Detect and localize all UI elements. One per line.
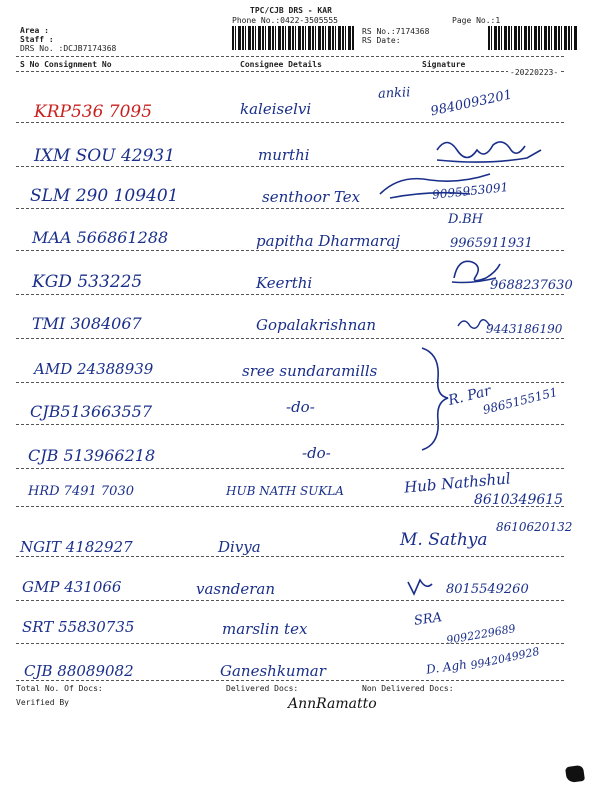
phone-number: 8610620132 (496, 520, 573, 534)
consignee-name: senthoor Tex (262, 188, 361, 206)
col-sno-consignment: S No Consignment No (20, 60, 112, 69)
signature: R. Par (446, 383, 493, 409)
phone-number: 9840093201 (429, 87, 514, 120)
header-divider (16, 56, 564, 57)
consignment-number: KRP536 7095 (34, 102, 153, 122)
consignment-number: NGIT 4182927 (20, 538, 133, 556)
signature-scribble (404, 576, 438, 598)
non-delivered-docs-label: Non Delivered Docs: (362, 684, 454, 693)
phone-number: 9092229689 (445, 622, 517, 647)
column-divider (16, 71, 564, 72)
staff-label: Staff : (20, 35, 54, 44)
col-consignee: Consignee Details (240, 60, 322, 69)
drs-number: DRS No. :DCJB7174368 (20, 44, 117, 53)
consignment-number: GMP 431066 (22, 578, 122, 596)
verifier-signature: AnnRamatto (288, 696, 377, 712)
consignee-name: kaleiselvi (240, 100, 312, 118)
consignee-name: Gopalakrishnan (256, 316, 376, 334)
total-docs-label: Total No. Of Docs: (16, 684, 103, 693)
consignment-number: HRD 7491 7030 (28, 484, 134, 499)
rs-date: RS Date: (362, 36, 401, 45)
verified-by-label: Verified By (16, 698, 69, 707)
consignment-number: KGD 533225 (32, 272, 143, 292)
consignment-number: TMI 3084067 (32, 314, 142, 333)
consignment-number: CJB 513966218 (28, 446, 156, 465)
consignee-name: -do- (302, 444, 331, 462)
phone-number: 9965911931 (450, 236, 533, 251)
delivered-docs-label: Delivered Docs: (226, 684, 299, 693)
consignment-number: AMD 24388939 (34, 360, 154, 378)
consignee-name: papitha Dharmaraj (256, 232, 401, 250)
phone-number: 8610349615 (474, 492, 564, 508)
signature: D.BH (448, 212, 483, 227)
consignment-number: CJB513663557 (30, 402, 153, 421)
consignee-name: -do- (286, 398, 315, 416)
consignment-number: CJB 88089082 (24, 662, 134, 680)
ink-blot (565, 765, 585, 783)
signature: Hub Nathshul (403, 469, 512, 497)
consignee-name: murthi (258, 146, 310, 164)
rs-number: RS No.:7174368 (362, 27, 430, 36)
footer-divider (16, 680, 564, 681)
phone-number: Phone No.:0422-3505555 (232, 16, 338, 25)
drs-barcode (232, 26, 354, 50)
consignee-name: marslin tex (222, 620, 308, 638)
document-title: TPC/CJB DRS - KAR (250, 6, 332, 15)
signature: ankii (377, 85, 411, 102)
phone-number: 9443186190 (486, 322, 563, 336)
consignee-name: sree sundaramills (242, 362, 378, 380)
phone-number: 9095953091 (431, 180, 509, 202)
consignee-name: Ganeshkumar (220, 662, 326, 680)
signature: M. Sathya (400, 530, 488, 550)
consignee-name: vasnderan (196, 580, 276, 598)
phone-number: 9688237630 (490, 278, 573, 293)
signature-scribble (432, 130, 552, 170)
consignee-name: Keerthi (256, 274, 313, 292)
phone-number: 9942049928 (469, 644, 541, 673)
rs-barcode (488, 26, 578, 50)
consignment-number: MAA 566861288 (32, 228, 169, 247)
consignee-name: HUB NATH SUKLA (226, 484, 344, 498)
consignment-number: IXM SOU 42931 (34, 146, 176, 166)
signature: SRA (413, 610, 444, 629)
phone-number: 9865155151 (481, 384, 559, 418)
consignee-name: Divya (218, 538, 261, 556)
date-stamp: -20220223- (510, 68, 559, 77)
col-signature: Signature (422, 60, 466, 69)
area-label: Area : (20, 26, 49, 35)
phone-number: 8015549260 (446, 582, 529, 597)
consignment-number: SRT 55830735 (22, 618, 135, 636)
grouping-brace (412, 344, 452, 454)
consignment-number: SLM 290 109401 (30, 186, 179, 206)
page-number: Page No.:1 (452, 16, 501, 25)
signature: D. Agh (425, 657, 468, 677)
